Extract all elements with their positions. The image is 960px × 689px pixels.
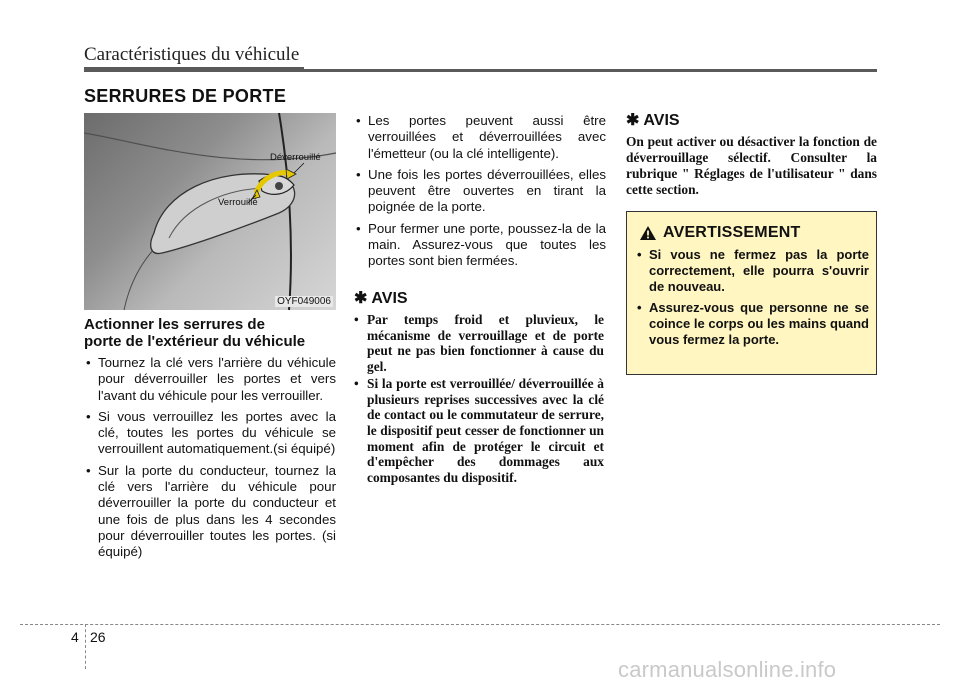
footer-rule	[20, 624, 940, 625]
list-item: • Sur la porte du conducteur, tournez la clé vers l'arrière du véhicule pour déverrouiller la porte du conducteur et une fois de plus dans les 4 secondes pour déverrouiller toutes les portes. (si équipé)	[84, 463, 336, 561]
warning-list	[637, 247, 869, 352]
warning-header	[639, 224, 800, 242]
list-item: • Les portes peuvent aussi être verrouillées et déverrouillées avec l'émetteur (ou la clé intelligente).	[354, 113, 606, 162]
watermark: carmanualsonline.info	[618, 657, 837, 682]
warning-box	[626, 211, 877, 375]
star-icon: ✱	[354, 290, 368, 307]
list-item: • Si la porte est verrouillée/ déverrouillée à plusieurs reprises successives avec la clé de contact ou le commutateur de serrure, le dispositif peut cesser de fonctionner un moment afin de protéger le circuit et d'empêcher des dommages aux composantes du dispositif.	[354, 376, 604, 486]
subsection-title	[84, 316, 336, 350]
warning-title: AVERTISSEMENT	[663, 224, 801, 241]
list-item: • Une fois les portes déverrouillées, elles peuvent être ouvertes en tirant la poignée de la porte.	[354, 167, 606, 216]
list-item: • Pour fermer une porte, poussez-la de la main. Assurez-vous que toutes les portes sont bien fermées.	[354, 221, 606, 270]
footer-divider	[85, 624, 86, 669]
avis-text-right: On peut activer ou désactiver la fonction de déverrouillage sélectif. Consulter la rubrique " Réglages de l'utilisateur " dans cette section.	[626, 134, 877, 197]
avis-heading-right	[626, 110, 680, 130]
subsection-title-line2: porte de l'extérieur du véhicule	[84, 333, 306, 350]
avis-heading-text: AVIS	[643, 112, 680, 129]
header-rule-accent	[84, 67, 304, 72]
section-title: SERRURES DE PORTE	[84, 86, 287, 106]
list-item: • Si vous verrouillez les portes avec la clé, toutes les portes du véhicule se verrouillent automatiquement.(si équipé)	[84, 409, 336, 458]
page-number: 26	[90, 629, 106, 645]
label-locked: Verrouillé	[218, 197, 258, 208]
door-operation-notes	[354, 113, 606, 275]
label-unlocked: Déverrouillé	[270, 152, 321, 163]
door-handle-illustration	[84, 113, 336, 310]
figure-code: OYF049006	[277, 296, 331, 307]
avis-heading-middle	[354, 288, 408, 308]
outside-lock-instructions	[84, 355, 336, 566]
avis-notes-middle	[354, 312, 604, 487]
list-item: • Tournez la clé vers l'arrière du véhicule pour déverrouiller les portes et vers l'avant du véhicule pour les verrouiller.	[84, 355, 336, 404]
header-title: Caractéristiques du véhicule	[84, 44, 300, 65]
avis-heading-text: AVIS	[371, 290, 408, 307]
warning-triangle-icon	[639, 225, 657, 241]
star-icon: ✱	[626, 112, 640, 129]
subsection-title-line1: Actionner les serrures de	[84, 316, 265, 333]
list-item: • Si vous ne fermez pas la porte correctement, elle pourra s'ouvrir de nouveau.	[637, 247, 869, 296]
chapter-number: 4	[71, 629, 79, 645]
list-item: • Assurez-vous que personne ne se coince le corps ou les mains quand vous fermez la porte.	[637, 300, 869, 349]
list-item: • Par temps froid et pluvieux, le mécanisme de verrouillage et de porte peut ne pas bien fonctionner à cause du gel.	[354, 312, 604, 375]
door-handle-figure	[84, 113, 336, 310]
